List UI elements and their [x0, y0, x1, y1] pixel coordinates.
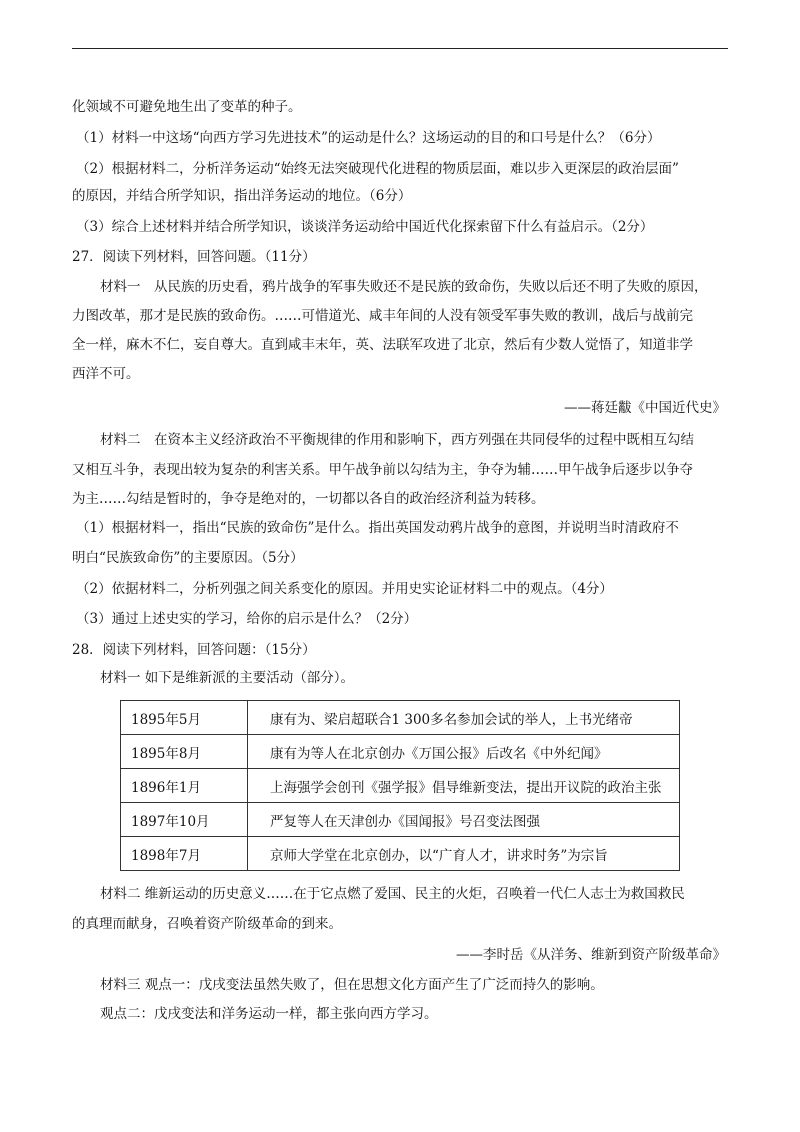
source-citation: ——蒋廷黻《中国近代史》: [564, 400, 726, 416]
header-rule: [72, 48, 728, 49]
material-28-2-cont: 的真理而献身，召唤着资产阶级革命的到来。: [72, 916, 342, 932]
question-27-3: （3）通过上述史实的学习，给你的启示是什么？（2分）: [76, 611, 418, 627]
question-27-1: （1）根据材料一，指出“民族的致命伤”是什么。指出英国发动鸦片战争的意图，并说明当时清政府不: [76, 520, 679, 536]
table-cell-date: 1895年5月: [121, 701, 248, 735]
material-28-2: 材料二 维新运动的历史意义……在于它点燃了爱国、民主的火炬，召唤着一代仁人志士为救国救民: [100, 886, 685, 902]
material-28-3: 材料三 观点一：戊戌变法虽然失败了，但在思想文化方面产生了广泛而持久的影响。: [100, 977, 604, 993]
table-row: [121, 837, 680, 871]
material-28-3-cont: 观点二：戊戌变法和洋务运动一样，都主张向西方学习。: [100, 1006, 438, 1022]
question-27-1-cont: 明白“民族致命伤”的主要原因。（5分）: [72, 550, 304, 566]
activities-table: [120, 700, 680, 871]
table-cell-date: 1898年7月: [121, 837, 248, 871]
table-cell-event: 康有为、梁启超联合1 300多名参加会试的举人，上书光绪帝: [248, 701, 680, 735]
material-28-1: 材料一 如下是维新派的主要活动（部分）。: [100, 670, 355, 686]
material-27-2-cont: 又相互斗争，表现出较为复杂的利害关系。甲午战争前以勾结为主，争夺为辅……甲午战争后逐步以争夺: [72, 462, 693, 478]
question-26-2-cont: 的原因，并结合所学知识，指出洋务运动的地位。（6分）: [72, 188, 412, 204]
table-cell-date: 1895年8月: [121, 735, 248, 769]
question-27-title: 27．阅读下列材料，回答问题。（11分）: [72, 249, 316, 265]
table-cell-date: 1897年10月: [121, 803, 248, 837]
material-27-1-cont: 力图改革，那才是民族的致命伤。……可惜道光、咸丰年间的人没有领受军事失败的教训，战后与战前完: [72, 308, 693, 324]
table-cell-event: 严复等人在天津创办《国闻报》号召变法图强: [248, 803, 680, 837]
material-27-2-cont: 为主……勾结是暂时的，争夺是绝对的，一切都以各自的政治经济利益为转移。: [72, 491, 545, 507]
question-26-2: （2）根据材料二，分析洋务运动“始终无法突破现代化进程的物质层面，难以步入更深层的政治层面”: [76, 161, 679, 177]
source-citation: ——李时岳《从洋务、维新到资产阶级革命》: [456, 947, 726, 963]
table-row: [121, 701, 680, 735]
table-cell-date: 1896年1月: [121, 769, 248, 803]
material-27-1: 材料一 从民族的历史看，鸦片战争的军事失败还不是民族的致命伤，失败以后还不明了失败的原因，: [100, 279, 708, 295]
table-row: [121, 803, 680, 837]
table-cell-event: 京师大学堂在北京创办，以“广育人才，讲求时务”为宗旨: [248, 837, 680, 871]
question-28-title: 28．阅读下列材料，回答问题：（15分）: [72, 642, 316, 658]
question-27-2: （2）依据材料二，分析列强之间关系变化的原因。并用史实论证材料二中的观点。（4分）: [76, 581, 613, 597]
material-27-1-cont: 西洋不可。: [72, 366, 140, 382]
text-line: 化领域不可避免地生出了变革的种子。: [72, 99, 302, 115]
table-row: [121, 769, 680, 803]
table-row: [121, 735, 680, 769]
question-26-1: （1）材料一中这场“向西方学习先进技术”的运动是什么？这场运动的目的和口号是什么？（6分）: [76, 130, 661, 146]
material-27-2: 材料二 在资本主义经济政治不平衡规律的作用和影响下，西方列强在共同侵华的过程中既相互勾结: [100, 432, 694, 448]
table-cell-event: 康有为等人在北京创办《万国公报》后改名《中外纪闻》: [248, 735, 680, 769]
material-27-1-cont: 全一样，麻木不仁，妄自尊大。直到咸丰末年，英、法联军攻进了北京，然后有少数人觉悟了，知道非学: [72, 337, 693, 353]
table-cell-event: 上海强学会创刊《强学报》倡导维新变法，提出开议院的政治主张: [248, 769, 680, 803]
question-26-3: （3）综合上述材料并结合所学知识，谈谈洋务运动给中国近代化探索留下什么有益启示。（2分）: [76, 219, 654, 235]
